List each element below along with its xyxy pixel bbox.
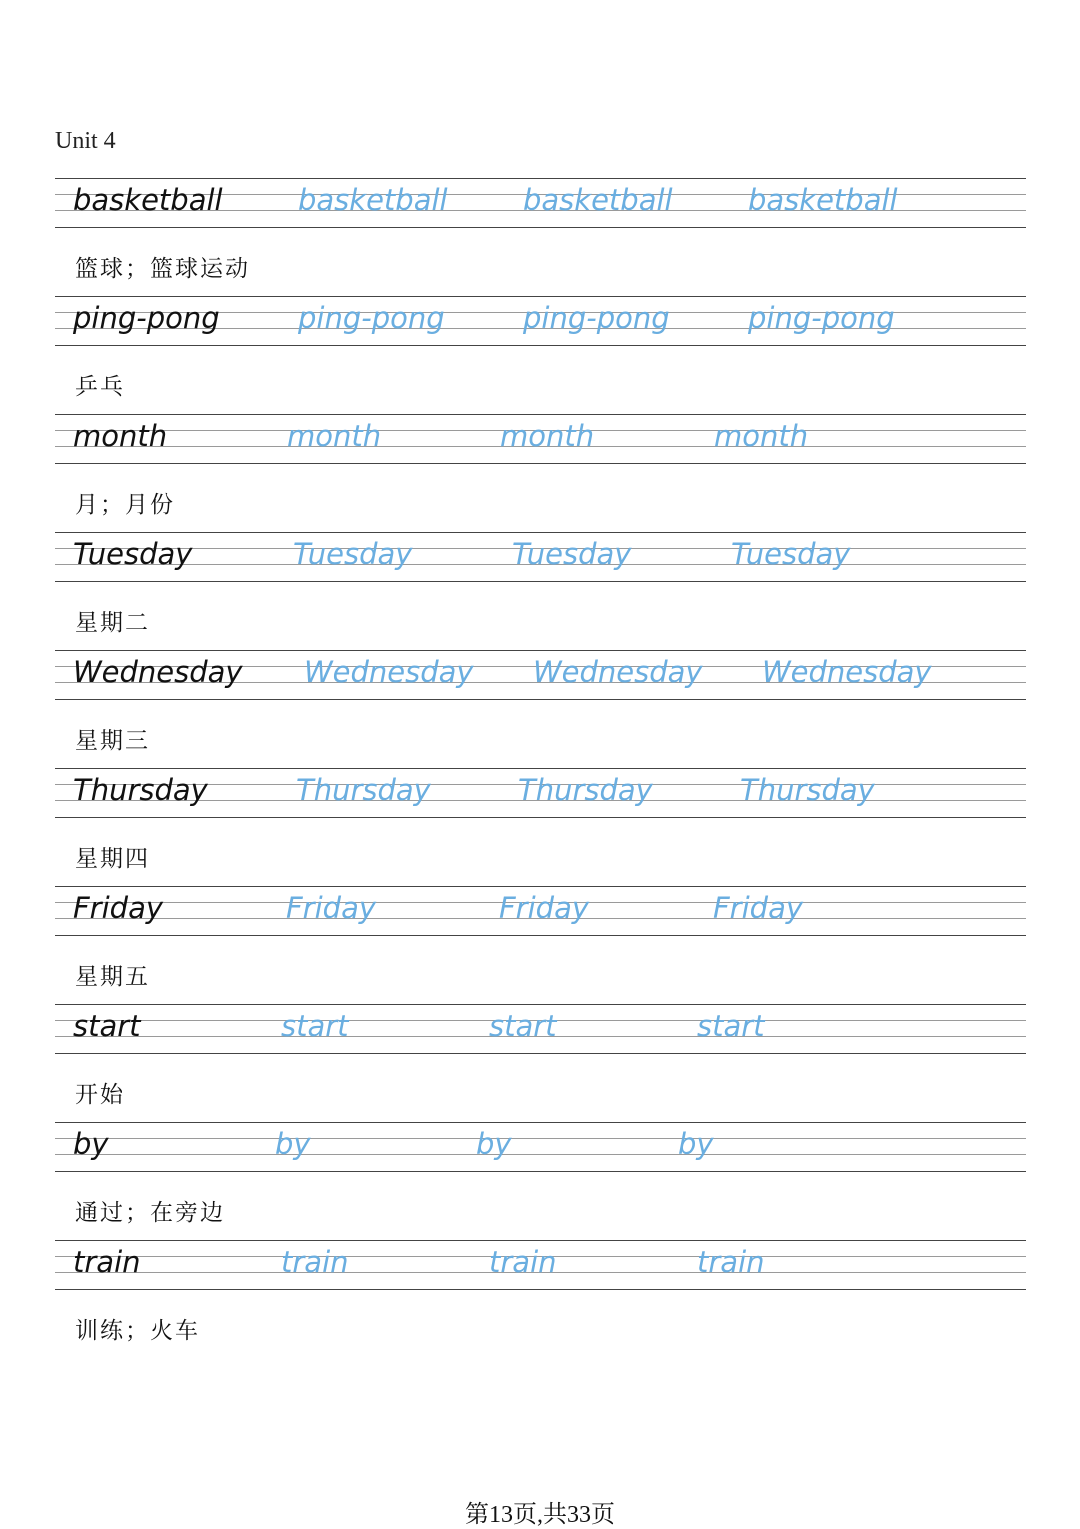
unit-title: Unit 4 xyxy=(55,128,116,154)
trace-word: Wednesday xyxy=(762,655,932,689)
trace-word: Wednesday xyxy=(533,655,703,689)
trace-word: month xyxy=(287,419,382,453)
model-word: basketball xyxy=(73,183,223,217)
trace-word: start xyxy=(281,1009,349,1043)
trace-word: Thursday xyxy=(740,773,875,807)
trace-word: Wednesday xyxy=(304,655,474,689)
model-word: by xyxy=(73,1127,109,1161)
trace-word: train xyxy=(281,1245,349,1279)
trace-word: ping-pong xyxy=(748,301,895,335)
word-meaning: 星期四 xyxy=(75,846,150,872)
model-word: ping-pong xyxy=(73,301,220,335)
trace-word: basketball xyxy=(523,183,673,217)
word-meaning: 训练；火车 xyxy=(75,1318,200,1344)
model-word: Friday xyxy=(73,891,164,925)
trace-word: train xyxy=(697,1245,765,1279)
trace-word: by xyxy=(476,1127,512,1161)
model-word: start xyxy=(73,1009,141,1043)
trace-word: basketball xyxy=(298,183,448,217)
trace-word: ping-pong xyxy=(298,301,445,335)
trace-word: Friday xyxy=(713,891,804,925)
trace-word: start xyxy=(489,1009,557,1043)
trace-word: ping-pong xyxy=(523,301,670,335)
word-meaning: 乒乓 xyxy=(75,374,125,400)
model-word: month xyxy=(73,419,168,453)
word-meaning: 星期三 xyxy=(75,728,150,754)
model-word: Tuesday xyxy=(73,537,193,571)
trace-word: Friday xyxy=(286,891,377,925)
word-meaning: 篮球；篮球运动 xyxy=(75,256,250,282)
trace-word: Thursday xyxy=(518,773,653,807)
trace-word: Tuesday xyxy=(512,537,632,571)
word-meaning: 通过；在旁边 xyxy=(75,1200,225,1226)
trace-word: start xyxy=(697,1009,765,1043)
model-word: Wednesday xyxy=(73,655,243,689)
trace-word: basketball xyxy=(748,183,898,217)
word-meaning: 月；月份 xyxy=(75,492,175,518)
trace-word: by xyxy=(678,1127,714,1161)
word-meaning: 开始 xyxy=(75,1082,125,1108)
trace-word: Tuesday xyxy=(293,537,413,571)
trace-word: Thursday xyxy=(296,773,431,807)
trace-word: month xyxy=(714,419,809,453)
trace-word: Friday xyxy=(499,891,590,925)
word-meaning: 星期五 xyxy=(75,964,150,990)
word-meaning: 星期二 xyxy=(75,610,150,636)
model-word: train xyxy=(73,1245,141,1279)
page-footer: 第13页,共33页 xyxy=(465,1502,615,1528)
trace-word: month xyxy=(500,419,595,453)
trace-word: by xyxy=(275,1127,311,1161)
trace-word: Tuesday xyxy=(731,537,851,571)
model-word: Thursday xyxy=(73,773,208,807)
trace-word: train xyxy=(489,1245,557,1279)
writing-lines xyxy=(55,1122,1026,1172)
